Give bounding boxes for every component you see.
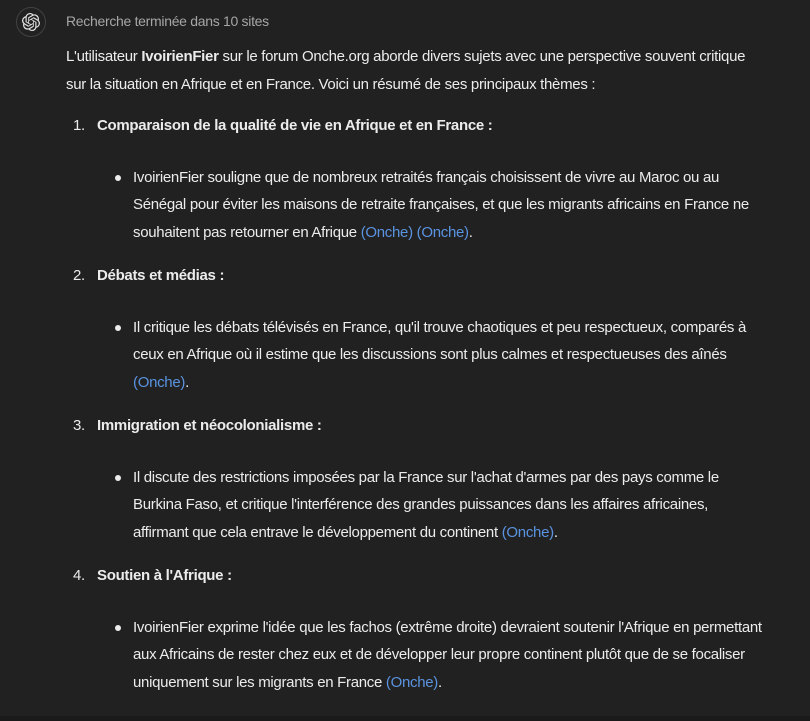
text-segment: Il discute des restrictions imposées par la France sur l'achat d'armes par des pays comme le Burkina Faso, et critique l'interférence des grandes puissances dans les affaires africaines, affirmant que cela entrave le développement du continent: [133, 468, 719, 541]
bullet-dot: [115, 475, 121, 481]
bullet-text: [133, 464, 766, 547]
citation-link[interactable]: (Onche): [385, 673, 438, 691]
bullet-text: [133, 314, 766, 397]
citation-link[interactable]: (Onche): [360, 223, 413, 241]
bullet-item: [66, 464, 766, 547]
list-item: [66, 562, 766, 696]
text-segment: sur le forum Onche.org aborde divers sujets avec une perspective souvent critique sur la situation en Afrique et en France. Voici un résumé de ses principaux thèmes :: [66, 48, 746, 93]
bullet-dot: [115, 625, 121, 631]
assistant-avatar: [16, 7, 46, 37]
item-heading-row: [66, 562, 766, 590]
item-number: 1.: [73, 117, 85, 134]
item-heading-row: [66, 412, 766, 440]
text-segment: Il critique les débats télévisés en France, qu'il trouve chaotiques et peu respectueux, comparés à ceux en Afrique où il estime que les discussions sont plus calmes et respectueuses des aînés: [133, 318, 746, 363]
text-segment: .: [185, 373, 189, 391]
list-item: [66, 412, 766, 546]
topics-list: [66, 112, 766, 696]
openai-logo-icon: [22, 13, 40, 31]
text-segment: .: [468, 223, 473, 241]
list-item: [66, 262, 766, 396]
bullet-text: [133, 164, 766, 247]
intro-paragraph: [66, 43, 766, 98]
item-number: 3.: [73, 417, 85, 434]
item-heading: Immigration et néocolonialisme :: [97, 417, 322, 434]
text-segment: IvoirienFier souligne que de nombreux retraités français choisissent de vivre au Maroc ou au Sénégal pour éviter les maisons de retraite françaises, et que les migrants africains en France ne souhaitent pas retourner en Afrique: [133, 168, 749, 241]
bullet-item: [66, 164, 766, 247]
item-heading-row: [66, 112, 766, 140]
text-segment: IvoirienFier exprime l'idée que les fachos (extrême droite) devraient soutenir l'Afrique en permettant aux Africains de rester chez eux et de développer leur propre continent plutôt que de se focaliser uniquement sur les migrants en France: [133, 618, 762, 691]
bullet-dot: [115, 175, 121, 181]
window-bottom-edge: [0, 716, 810, 721]
bullet-text: [133, 614, 766, 697]
item-heading: Comparaison de la qualité de vie en Afrique et en France :: [97, 117, 493, 134]
bullet-item: [66, 614, 766, 697]
citation-link[interactable]: (Onche): [133, 373, 186, 391]
text-segment: .: [553, 523, 558, 541]
bullet-dot: [115, 325, 121, 331]
item-heading: Débats et médias :: [97, 267, 225, 284]
item-heading-row: [66, 262, 766, 290]
citation-link[interactable]: (Onche): [416, 223, 469, 241]
citation-link[interactable]: (Onche): [501, 523, 554, 541]
item-heading: Soutien à l'Afrique :: [97, 567, 232, 584]
search-status[interactable]: Recherche terminée dans 10 sites: [66, 13, 269, 29]
text-segment: .: [438, 673, 442, 691]
text-segment: L'utilisateur: [66, 48, 142, 65]
bullet-item: [66, 314, 766, 397]
username-bold: IvoirienFier: [141, 48, 219, 65]
item-number: 4.: [73, 567, 85, 584]
list-item: [66, 112, 766, 246]
item-number: 2.: [73, 267, 85, 284]
